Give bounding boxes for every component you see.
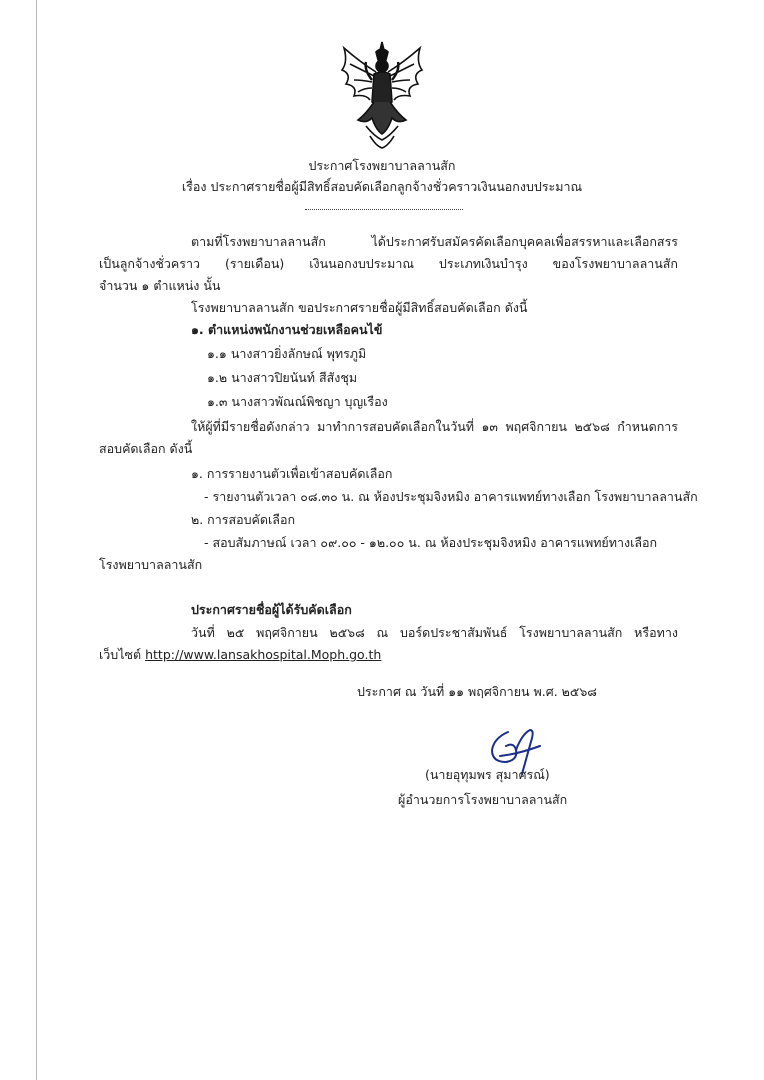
exam-item-2-title: ๒. การสอบคัดเลือก bbox=[191, 512, 296, 527]
exam-item-2-detail: - สอบสัมภาษณ์ เวลา ๐๙.๐๐ - ๑๒.๐๐ น. ณ ห้องประชุมจิงหมิง อาคารแพทย์ทางเลือก bbox=[204, 535, 658, 550]
exam-line-1: ให้ผู้ที่มีรายชื่อดังกล่าว มาทำการสอบคัดเลือกในวันที่ ๑๓ พฤศจิกายน ๒๕๖๘ กำหนดการ bbox=[191, 419, 678, 434]
exam-item-1-title: ๑. การรายงานตัวเพื่อเข้าสอบคัดเลือก bbox=[191, 466, 393, 481]
signer-name: (นายอุทุมพร สุมาศรณ์) bbox=[425, 767, 550, 782]
exam-item-2-detail-cont: โรงพยาบาลลานสัก bbox=[99, 557, 203, 572]
results-line-2 bbox=[99, 647, 381, 663]
website-link[interactable]: http://www.lansakhospital.Moph.go.th bbox=[145, 647, 382, 662]
intro-line-2: เป็นลูกจ้างชั่วคราว (รายเดือน) เงินนอกงบประมาณ ประเภทเงินบำรุง ของโรงพยาบาลลานสัก bbox=[99, 256, 678, 271]
website-label: เว็บไซต์ bbox=[99, 647, 142, 662]
announcement-subject: เรื่อง ประกาศรายชื่อผู้มีสิทธิ์สอบคัดเลือกลูกจ้างชั่วคราวเงินนอกงบประมาณ bbox=[181, 179, 583, 194]
signer-title: ผู้อำนวยการโรงพยาบาลลานสัก bbox=[398, 792, 568, 807]
announce-line: โรงพยาบาลลานสัก ขอประกาศรายชื่อผู้มีสิทธิ์สอบคัดเลือก ดังนี้ bbox=[191, 300, 528, 315]
exam-item-1-detail: - รายงานตัวเวลา ๐๘.๓๐ น. ณ ห้องประชุมจิงหมิง อาคารแพทย์ทางเลือก โรงพยาบาลลานสัก bbox=[204, 489, 698, 504]
exam-line-2: สอบคัดเลือก ดังนี้ bbox=[99, 441, 193, 456]
garuda-emblem-icon bbox=[336, 40, 428, 152]
announcement-title: ประกาศโรงพยาบาลลานสัก bbox=[308, 158, 456, 173]
candidate-2: ๑.๒ นางสาวปิยนันท์ สีสังชุม bbox=[207, 370, 358, 385]
title-divider bbox=[305, 209, 463, 210]
candidate-1: ๑.๑ นางสาวยิ่งลักษณ์ พุทรภูมิ bbox=[207, 346, 367, 361]
results-heading: ประกาศรายชื่อผู้ได้รับคัดเลือก bbox=[191, 602, 352, 617]
intro-line-1: ตามที่โรงพยาบาลลานสัก ได้ประกาศรับสมัครคัดเลือกบุคคลเพื่อสรรหาและเลือกสรร bbox=[191, 234, 678, 249]
candidate-3: ๑.๓ นางสาวพัณณ์พิชญา บุญเรือง bbox=[207, 394, 388, 409]
intro-line-3: จำนวน ๑ ตำแหน่ง นั้น bbox=[99, 278, 221, 293]
results-line-1: วันที่ ๒๕ พฤศจิกายน ๒๕๖๘ ณ บอร์ดประชาสัมพันธ์ โรงพยาบาลลานสัก หรือทาง bbox=[191, 625, 678, 640]
announce-date: ประกาศ ณ วันที่ ๑๑ พฤศจิกายน พ.ศ. ๒๕๖๘ bbox=[357, 684, 597, 699]
position-heading: ๑. ตำแหน่งพนักงานช่วยเหลือคนไข้ bbox=[191, 322, 383, 337]
